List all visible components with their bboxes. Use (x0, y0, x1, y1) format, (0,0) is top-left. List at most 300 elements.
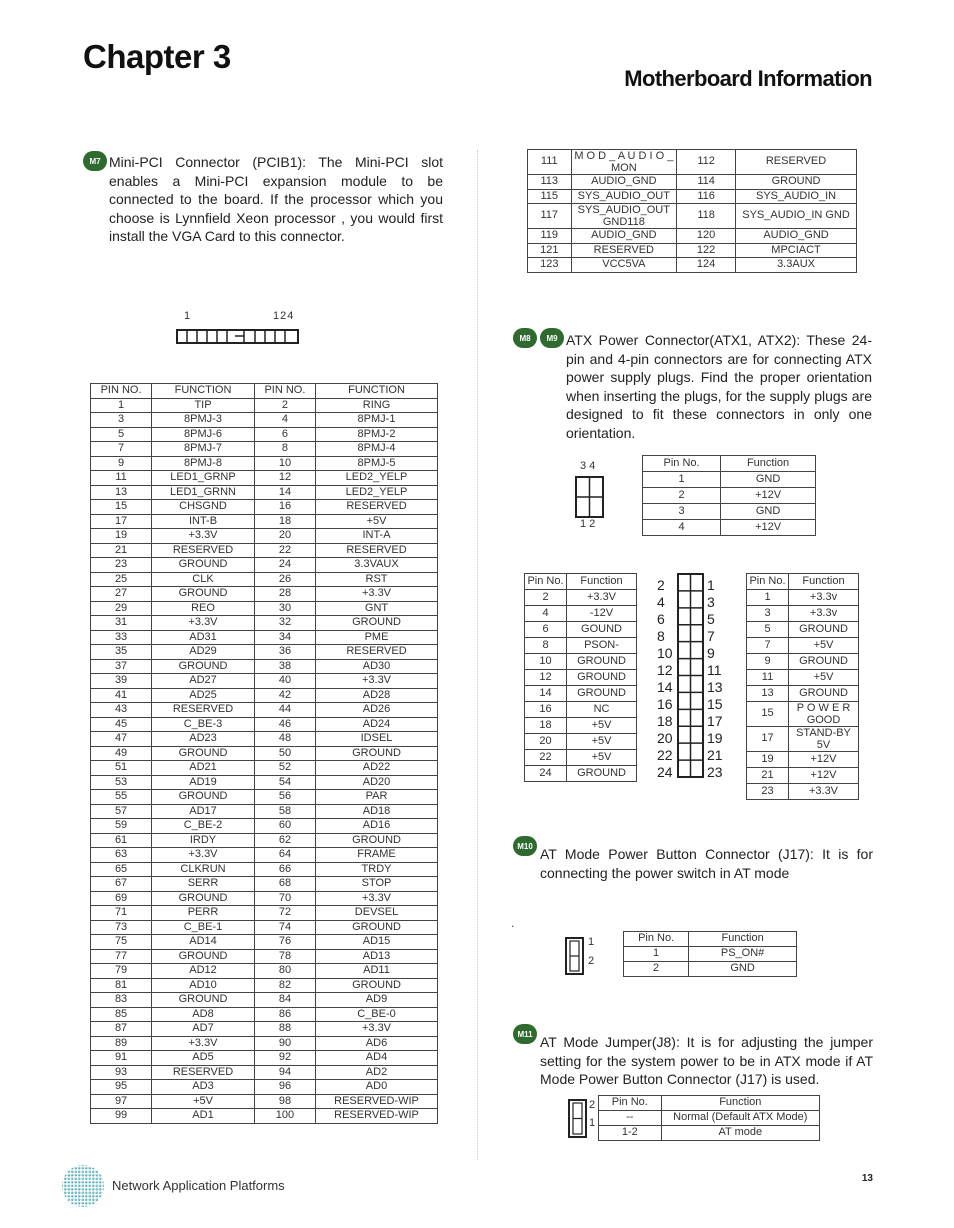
table-cell: 124 (677, 258, 736, 273)
table-row (528, 150, 857, 175)
pin-number: 14 (657, 679, 673, 695)
table-cell: 2 (624, 962, 689, 977)
table-row (747, 670, 859, 686)
table-row (525, 590, 637, 606)
table-row (747, 638, 859, 654)
mini-pci-pin-table (90, 383, 438, 1124)
table-cell: 14 (525, 686, 567, 702)
table-cell: RESERVED (316, 500, 438, 515)
table-cell: RESERVED (152, 703, 255, 718)
table-cell: RESERVED (152, 1065, 255, 1080)
table-cell: -- (599, 1111, 662, 1126)
table-cell: AD14 (152, 935, 255, 950)
table-row (91, 1007, 438, 1022)
table-cell: 47 (91, 732, 152, 747)
table-cell: GROUND (316, 616, 438, 631)
j17-connector-diagram (565, 937, 585, 975)
table-cell: 5 (91, 427, 152, 442)
table-cell: 27 (91, 587, 152, 602)
table-cell: 123 (528, 258, 572, 273)
pin-number: 18 (657, 713, 673, 729)
table-cell: AD29 (152, 645, 255, 660)
table-cell: 8 (525, 638, 567, 654)
table-cell: 9 (747, 654, 789, 670)
table-cell: 60 (254, 819, 315, 834)
table-row (91, 1022, 438, 1037)
table-header-cell: PIN NO. (91, 384, 152, 399)
table-cell: 121 (528, 243, 572, 258)
table-cell: +3.3V (567, 590, 637, 606)
table-cell: 67 (91, 877, 152, 892)
table-cell: 58 (254, 804, 315, 819)
table-cell: 39 (91, 674, 152, 689)
table-cell: 82 (254, 978, 315, 993)
table-cell: 13 (91, 485, 152, 500)
table-cell: 115 (528, 189, 572, 204)
table-cell: AD25 (152, 688, 255, 703)
table-cell: 45 (91, 717, 152, 732)
table-cell: GROUND (152, 993, 255, 1008)
table-cell: 36 (254, 645, 315, 660)
table-cell: 99 (91, 1109, 152, 1124)
table-cell: INT-B (152, 514, 255, 529)
table-cell: 4 (254, 413, 315, 428)
table-cell: +3.3v (789, 590, 859, 606)
table-cell: 17 (91, 514, 152, 529)
table-cell: +3.3V (316, 674, 438, 689)
table-cell: 50 (254, 746, 315, 761)
table-cell: AD20 (316, 775, 438, 790)
table-header-cell: Pin No. (643, 456, 721, 472)
table-cell: AD11 (316, 964, 438, 979)
table-cell: AD30 (316, 659, 438, 674)
table-cell: 8PMJ-2 (316, 427, 438, 442)
table-cell: 29 (91, 601, 152, 616)
atx-odd-pin-numbers (707, 577, 731, 781)
table-row (528, 189, 857, 204)
table-cell: +5V (789, 670, 859, 686)
table-header-cell: Pin No. (599, 1096, 662, 1111)
table-cell: 68 (254, 877, 315, 892)
table-cell: TRDY (316, 862, 438, 877)
table-cell: 38 (254, 659, 315, 674)
table-cell: 71 (91, 906, 152, 921)
table-header (643, 456, 816, 472)
table-row (91, 1051, 438, 1066)
table-cell: PERR (152, 906, 255, 921)
m7-badge: M7 (83, 151, 107, 171)
table-cell: 120 (677, 229, 736, 244)
table-cell: AD13 (316, 949, 438, 964)
table-row (624, 962, 797, 977)
table-row (624, 947, 797, 962)
table-row (525, 766, 637, 782)
table-cell: GROUND (789, 686, 859, 702)
table-cell: 53 (91, 775, 152, 790)
table-cell: 93 (91, 1065, 152, 1080)
table-cell: 41 (91, 688, 152, 703)
pin-number: 24 (657, 764, 673, 780)
m9-badge: M9 (540, 328, 564, 348)
table-cell: 87 (91, 1022, 152, 1037)
table-row (747, 590, 859, 606)
section-title: Motherboard Information (624, 66, 872, 91)
table-row (643, 472, 816, 488)
table-cell: RING (316, 398, 438, 413)
table-row (91, 949, 438, 964)
pin-number: 6 (657, 611, 665, 627)
table-row (91, 935, 438, 950)
table-cell: 32 (254, 616, 315, 631)
table-cell: 75 (91, 935, 152, 950)
table-row (643, 504, 816, 520)
table-cell: 16 (525, 702, 567, 718)
table-cell: GND (721, 472, 816, 488)
table-cell: GROUND (152, 949, 255, 964)
table-cell: AUDIO_GND (736, 229, 857, 244)
table-cell: 3.3AUX (736, 258, 857, 273)
table-cell: AD22 (316, 761, 438, 776)
table-row (525, 622, 637, 638)
pin-number: 2 (657, 577, 665, 593)
pin-number: 22 (657, 747, 673, 763)
table-cell: GNT (316, 601, 438, 616)
table-cell: 8PMJ-5 (316, 456, 438, 471)
m7-description: Mini-PCI Connector (PCIB1): The Mini-PCI slot enables a Mini-PCI expansion module to be connected to the board. If the processor which you choose is Lynnfield Xeon processor , you would first install the VGA Card to this connector. (109, 154, 443, 244)
table-row (91, 833, 438, 848)
table-row (91, 659, 438, 674)
table-cell: AD3 (152, 1080, 255, 1095)
table-cell: AD16 (316, 819, 438, 834)
table-cell: SERR (152, 877, 255, 892)
table-row (747, 622, 859, 638)
j8-pin2-label: 2 (589, 1099, 596, 1111)
pin-number: 4 (657, 594, 665, 610)
table-cell: GROUND (789, 654, 859, 670)
table-cell: Normal (Default ATX Mode) (661, 1111, 819, 1126)
slot-label-left: 1 (184, 310, 191, 322)
footer-text: Network Application Platforms (112, 1178, 285, 1193)
stray-dot: . (511, 916, 515, 930)
table-cell: 23 (91, 558, 152, 573)
j17-pin2-label: 2 (588, 955, 595, 967)
slot-label-right: 124 (273, 310, 295, 322)
table-cell: GROUND (152, 891, 255, 906)
table-row (91, 978, 438, 993)
table-cell: +3.3V (316, 891, 438, 906)
table-cell: 10 (525, 654, 567, 670)
table-cell: 1-2 (599, 1126, 662, 1141)
table-cell: 14 (254, 485, 315, 500)
table-cell: 18 (254, 514, 315, 529)
table-cell: GROUND (736, 175, 857, 190)
table-cell: 8 (254, 442, 315, 457)
table-cell: 12 (525, 670, 567, 686)
table-row (91, 717, 438, 732)
table-row (91, 761, 438, 776)
table-cell: 49 (91, 746, 152, 761)
table-cell: STAND-BY 5V (789, 727, 859, 752)
table-cell: 116 (677, 189, 736, 204)
table-header (599, 1096, 820, 1111)
table-cell: INT-A (316, 529, 438, 544)
table-cell: +5V (567, 750, 637, 766)
table-cell: 8PMJ-8 (152, 456, 255, 471)
table-cell: 25 (91, 572, 152, 587)
table-cell: +5V (567, 718, 637, 734)
m8m9-description (566, 331, 872, 442)
table-cell: AD18 (316, 804, 438, 819)
table-cell: 30 (254, 601, 315, 616)
table-cell: NC (567, 702, 637, 718)
table-cell: 43 (91, 703, 152, 718)
table-cell: GROUND (152, 746, 255, 761)
table-cell: 4 (525, 606, 567, 622)
four-pin-top-label: 3 4 (580, 460, 596, 472)
table-cell: AD4 (316, 1051, 438, 1066)
table-cell: TIP (152, 398, 255, 413)
table-row (525, 734, 637, 750)
table-cell: CHSGND (152, 500, 255, 515)
column-divider (477, 150, 478, 1160)
j17-pin1-label: 1 (588, 936, 595, 948)
table-row (528, 229, 857, 244)
table-cell: 55 (91, 790, 152, 805)
table-cell: 42 (254, 688, 315, 703)
table-cell: 37 (91, 659, 152, 674)
table-cell: +3.3V (316, 587, 438, 602)
table-row (528, 175, 857, 190)
pin-number: 13 (707, 679, 723, 695)
table-cell: GROUND (152, 558, 255, 573)
table-cell: 13 (747, 686, 789, 702)
table-cell: 9 (91, 456, 152, 471)
table-cell: 22 (525, 750, 567, 766)
table-row (91, 848, 438, 863)
atx-24pin-even-table (524, 573, 637, 782)
table-cell: 33 (91, 630, 152, 645)
table-cell: 5 (747, 622, 789, 638)
table-row (747, 702, 859, 727)
table-cell: PSON- (567, 638, 637, 654)
table-cell: 97 (91, 1094, 152, 1109)
table-cell: AD31 (152, 630, 255, 645)
table-cell: AD19 (152, 775, 255, 790)
table-cell: C_BE-1 (152, 920, 255, 935)
j8-pin1-label: 1 (589, 1117, 596, 1129)
pin-number: 8 (657, 628, 665, 644)
pin-number: 12 (657, 662, 673, 678)
table-cell: 8PMJ-6 (152, 427, 255, 442)
table-cell: P O W E R GOOD (789, 702, 859, 727)
table-cell: 77 (91, 949, 152, 964)
table-cell: SYS_AUDIO_IN (736, 189, 857, 204)
atx-24pin-connector-diagram (677, 573, 705, 779)
table-cell: 4 (643, 520, 721, 536)
table-cell: 10 (254, 456, 315, 471)
table-cell: 114 (677, 175, 736, 190)
table-cell: 112 (677, 150, 736, 175)
table-cell: +12V (789, 768, 859, 784)
table-row (91, 616, 438, 631)
table-cell: 35 (91, 645, 152, 660)
table-cell: 64 (254, 848, 315, 863)
table-cell: +3.3V (789, 784, 859, 800)
table-cell: -12V (567, 606, 637, 622)
table-cell: 51 (91, 761, 152, 776)
m8-badge: M8 (513, 328, 537, 348)
table-row (91, 572, 438, 587)
table-cell: RESERVED-WIP (316, 1094, 438, 1109)
atx-24pin-odd-table (746, 573, 859, 800)
table-cell: 79 (91, 964, 152, 979)
mini-pci-pin-table-continued (527, 149, 857, 273)
table-row (525, 750, 637, 766)
table-row (599, 1126, 820, 1141)
table-cell: GROUND (316, 746, 438, 761)
table-cell: GROUND (567, 654, 637, 670)
table-row (599, 1111, 820, 1126)
table-cell: 7 (91, 442, 152, 457)
table-row (91, 471, 438, 486)
table-cell: 3.3VAUX (316, 558, 438, 573)
table-cell: 3 (643, 504, 721, 520)
table-cell: GROUND (789, 622, 859, 638)
table-cell: 6 (254, 427, 315, 442)
table-row (747, 727, 859, 752)
pin-number: 19 (707, 730, 723, 746)
table-cell: 73 (91, 920, 152, 935)
table-cell: 1 (643, 472, 721, 488)
pin-number: 9 (707, 645, 715, 661)
table-row (91, 877, 438, 892)
table-cell: 22 (254, 543, 315, 558)
table-cell: 11 (747, 670, 789, 686)
table-cell: 26 (254, 572, 315, 587)
table-cell: LED1_GRNP (152, 471, 255, 486)
table-cell: AT mode (661, 1126, 819, 1141)
m11-description: AT Mode Jumper(J8): It is for adjusting the jumper setting for the system power to be in ATX mode if AT Mode Power Button Connector (J17) is used. (540, 1034, 873, 1087)
table-cell: 57 (91, 804, 152, 819)
pin-number: 10 (657, 645, 673, 661)
table-cell: RESERVED (316, 543, 438, 558)
table-row (747, 752, 859, 768)
table-row (643, 520, 816, 536)
table-cell: 59 (91, 819, 152, 834)
table-header (624, 932, 797, 947)
table-row (91, 790, 438, 805)
table-row (525, 718, 637, 734)
table-cell: AD12 (152, 964, 255, 979)
table-row (91, 993, 438, 1008)
table-row (525, 654, 637, 670)
table-cell: 34 (254, 630, 315, 645)
table-cell: 3 (91, 413, 152, 428)
table-cell: CLKRUN (152, 862, 255, 877)
pin-number: 23 (707, 764, 723, 780)
table-cell: AD8 (152, 1007, 255, 1022)
table-row (528, 258, 857, 273)
table-header-cell: Pin No. (525, 574, 567, 590)
table-cell: AUDIO_GND (571, 175, 677, 190)
table-cell: 7 (747, 638, 789, 654)
table-row (91, 514, 438, 529)
table-row (91, 688, 438, 703)
table-cell: 85 (91, 1007, 152, 1022)
table-cell: FRAME (316, 848, 438, 863)
table-row (747, 686, 859, 702)
table-cell: AD7 (152, 1022, 255, 1037)
table-cell: 40 (254, 674, 315, 689)
m11-badge: M11 (513, 1024, 537, 1044)
j8-jumper-diagram (568, 1099, 588, 1139)
table-cell: 2 (525, 590, 567, 606)
table-cell: 24 (525, 766, 567, 782)
table-cell: 119 (528, 229, 572, 244)
table-row (91, 964, 438, 979)
pin-number: 1 (707, 577, 715, 593)
table-cell: 62 (254, 833, 315, 848)
table-cell: 23 (747, 784, 789, 800)
table-cell: AD24 (316, 717, 438, 732)
table-cell: 19 (747, 752, 789, 768)
table-cell: AD10 (152, 978, 255, 993)
table-cell: +3.3V (152, 848, 255, 863)
table-header-cell: Function (661, 1096, 819, 1111)
atx-4pin-connector-diagram (575, 476, 605, 518)
table-header-cell: Function (567, 574, 637, 590)
globe-logo-icon (60, 1163, 106, 1209)
atx-even-pin-numbers (657, 577, 677, 781)
table-cell: AD9 (316, 993, 438, 1008)
table-cell: AD23 (152, 732, 255, 747)
table-row (525, 606, 637, 622)
table-cell: AD21 (152, 761, 255, 776)
table-row (91, 1036, 438, 1051)
table-row (643, 488, 816, 504)
table-cell: AD2 (316, 1065, 438, 1080)
table-cell: 94 (254, 1065, 315, 1080)
table-row (91, 543, 438, 558)
pin-number: 16 (657, 696, 673, 712)
table-cell: 61 (91, 833, 152, 848)
table-row (91, 746, 438, 761)
table-cell: IRDY (152, 833, 255, 848)
pin-number: 7 (707, 628, 715, 644)
table-cell: AD17 (152, 804, 255, 819)
table-cell: +12V (721, 520, 816, 536)
table-cell: PME (316, 630, 438, 645)
table-header-cell: Function (689, 932, 797, 947)
table-cell: C_BE-2 (152, 819, 255, 834)
table-cell: 31 (91, 616, 152, 631)
table-cell: RST (316, 572, 438, 587)
table-cell: 63 (91, 848, 152, 863)
table-row (525, 686, 637, 702)
table-cell: GROUND (567, 686, 637, 702)
table-row (525, 670, 637, 686)
table-cell: +3.3v (789, 606, 859, 622)
table-cell: GROUND (316, 833, 438, 848)
table-cell: 17 (747, 727, 789, 752)
table-row (91, 485, 438, 500)
table-row (528, 243, 857, 258)
table-cell: 122 (677, 243, 736, 258)
table-cell: IDSEL (316, 732, 438, 747)
table-cell: 54 (254, 775, 315, 790)
table-cell: DEVSEL (316, 906, 438, 921)
table-row (91, 500, 438, 515)
